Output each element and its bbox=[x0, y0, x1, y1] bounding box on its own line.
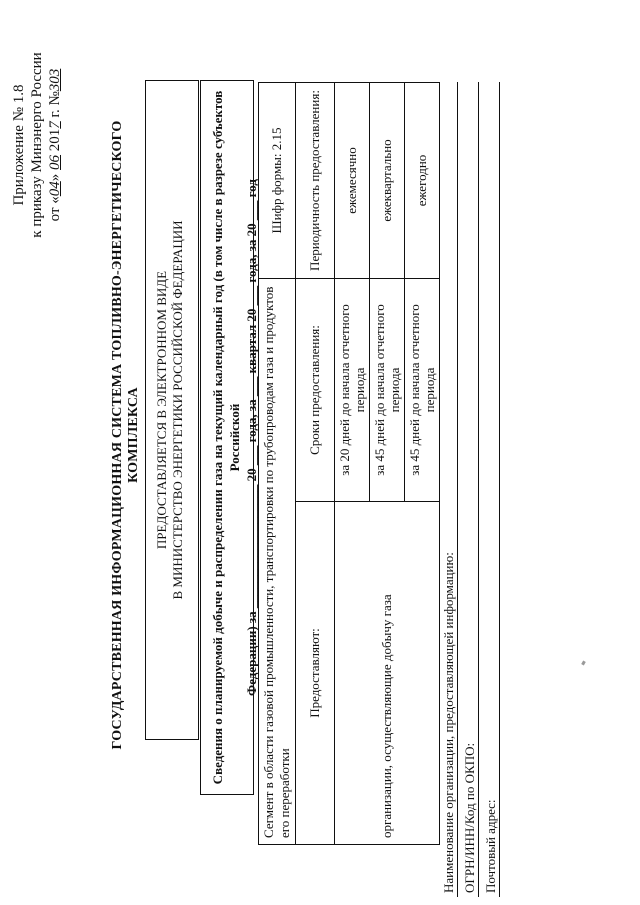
org-name-row: Наименование организации, предоставляющей информацию: bbox=[440, 82, 458, 897]
frequency-cell: ежеквартально bbox=[370, 83, 405, 279]
organization-info-block bbox=[440, 82, 500, 897]
appendix-number: Приложение № 1.8 bbox=[11, 84, 27, 206]
address-row: Почтовый адрес: bbox=[482, 82, 500, 897]
report-title-line2: Федерации) за ___________________ 20 ___ года, за ___ квартал 20 ___ года, за 20 ___ год bbox=[244, 179, 259, 696]
form-info-table bbox=[258, 82, 440, 845]
date-sep: » bbox=[47, 173, 63, 182]
header-frequency: Периодичность предоставления: bbox=[296, 83, 335, 279]
frequency-cell: ежегодно bbox=[405, 83, 440, 279]
header-who: Предоставляют: bbox=[296, 502, 335, 845]
submission-notice-line2: В МИНИСТЕРСТВО ЭНЕРГЕТИКИ РОССИЙСКОЙ ФЕДЕРАЦИИ bbox=[170, 220, 185, 600]
term-cell: за 20 дней до начала отчетного периода bbox=[335, 279, 370, 502]
term-cell: за 45 дней до начала отчетного периода bbox=[405, 279, 440, 502]
submission-notice-box bbox=[145, 80, 199, 740]
header-terms: Сроки предоставления: bbox=[296, 279, 335, 502]
appendix-date bbox=[46, 25, 64, 265]
term-cell: за 45 дней до начала отчетного периода bbox=[370, 279, 405, 502]
who-value-cell: организации, осуществляющие добычу газа bbox=[335, 502, 440, 845]
scan-speck bbox=[581, 661, 586, 666]
date-year: 7 bbox=[47, 121, 63, 129]
segment-cell: Сегмент в области газовой промышленности, транспортировки по трубопроводам газа и продуктов его переработки bbox=[259, 279, 296, 845]
ogrn-row: ОГРН/ИНН/Код по ОКПО: bbox=[461, 82, 479, 897]
submission-notice-line1: ПРЕДОСТАВЛЯЕТСЯ В ЭЛЕКТРОННОМ ВИДЕ bbox=[154, 270, 169, 550]
report-title-line1: Сведения о планируемой добыче и распределении газа на текущий календарный год (в том числе в разрезе субъектов Российской bbox=[210, 90, 242, 785]
date-century: 201 bbox=[47, 128, 63, 152]
gis-title: ГОСУДАРСТВЕННАЯ ИНФОРМАЦИОННАЯ СИСТЕМА ТОПЛИВНО-ЭНЕРГЕТИЧЕСКОГО КОМПЛЕКСА bbox=[110, 120, 141, 750]
appendix-block bbox=[10, 25, 64, 265]
date-day: 04 bbox=[47, 181, 63, 197]
table-row bbox=[335, 83, 370, 845]
frequency-cell: ежемесячно bbox=[335, 83, 370, 279]
order-number: 303 bbox=[47, 68, 63, 92]
appendix-order: к приказу Минэнерго России bbox=[29, 52, 45, 238]
date-month: 06 bbox=[47, 154, 63, 170]
date-number-label: г. № bbox=[47, 91, 63, 122]
report-title-box bbox=[200, 80, 259, 795]
date-prefix: от « bbox=[47, 196, 63, 222]
form-code-cell: Шифр формы: 2.15 bbox=[259, 83, 296, 279]
